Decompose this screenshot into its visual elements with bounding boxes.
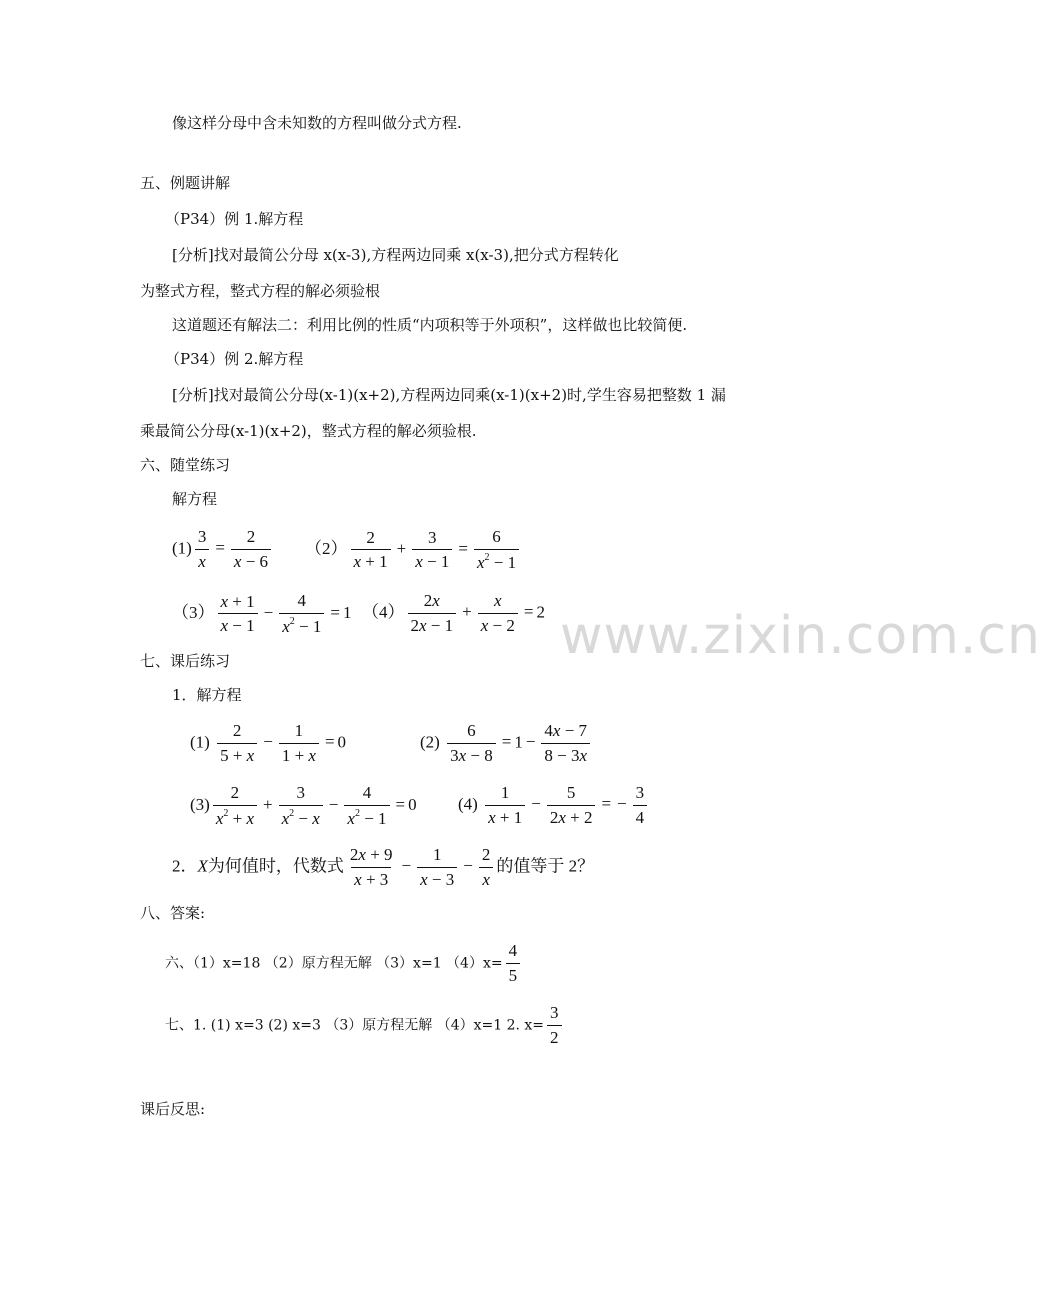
section6-subtitle: 解方程 <box>172 490 218 508</box>
example1-analysis-1: [分析]找对最简公分母 x(x-3),方程两边同乘 x(x-3),把分式方程转化 <box>172 246 619 264</box>
homework-eq-1: (1) $\frac{2}{5 + x}$ − $\frac{1}{1 + x}$ = 0 <box>190 721 347 765</box>
homework-eq-4: (4) $\frac{1}{x + 1}$ − $\frac{5}{2x + 2}$ = − $\frac{3}{4}$ <box>458 784 650 827</box>
example1-title: （P34）例 1.解方程 <box>165 210 304 228</box>
homework-eq-2: (2) $\frac{6}{3x - 8}$ = 1 − $\frac{4x - 7}{8 - 3x}$ <box>420 722 593 765</box>
example2-analysis-2: 乘最简公分母(x-1)(x+2)，整式方程的解必须验根. <box>140 422 477 440</box>
answers-7: 七、1. (1) x=3 (2) x=3 （3）原方程无解 （4）x=1 2. x= $\frac{3}{2}$ <box>165 1004 565 1047</box>
practice-eq-2: （2） $\frac{2}{x + 1}$ + $\frac{3}{x - 1}$ = $\frac{6}{x^2 - 1}$ <box>305 528 522 572</box>
practice-eq-4: （4） $\frac{2x}{2x - 1}$ + $\frac{x}{x - 2}$ = 2 <box>362 591 545 635</box>
section7-heading: 七、课后练习 <box>140 652 231 670</box>
homework-eq-3: (3) $\frac{2}{x^2 + x}$ + $\frac{3}{x^2 - x}$ − $\frac{4}{x^2 - 1}$ = 0 <box>190 783 417 828</box>
intro-text: 像这样分母中含未知数的方程叫做分式方程. <box>172 114 462 132</box>
homework-q2: 2．X为何值时，代数式 $\frac{2x + 9}{x + 3}$ − $\frac{1}{x - 3}$ − $\frac{2}{x}$ 的值等于 2？ <box>172 845 595 889</box>
alternative-method: 这道题还有解法二：利用比例的性质“内项积等于外项积”，这样做也比较简便. <box>172 316 688 334</box>
example1-analysis-2: 为整式方程，整式方程的解必须验根 <box>140 282 381 300</box>
watermark: www.zixin.com.cn <box>560 606 1041 666</box>
example2-title: （P34）例 2.解方程 <box>165 350 304 368</box>
practice-eq-3: （3） $\frac{x + 1}{x - 1}$ − $\frac{4}{x^2 - 1}$ = 1 <box>172 591 352 636</box>
example2-analysis-1: [分析]找对最简公分母(x-1)(x+2),方程两边同乘(x-1)(x+2)时,学生容易把整数 1 漏 <box>172 386 726 404</box>
section8-heading: 八、答案: <box>140 904 206 922</box>
section5-heading: 五、例题讲解 <box>140 174 231 192</box>
section6-heading: 六、随堂练习 <box>140 456 231 474</box>
answers-6: 六、（1）x=18 （2）原方程无解 （3）x=1 （4）x= $\frac{4}{5}$ <box>165 942 523 985</box>
homework-q1: 1．解方程 <box>172 686 242 704</box>
practice-eq-1: (1) $\frac{3}{x}$ = $\frac{2}{x - 6}$ <box>172 528 274 571</box>
reflection-heading: 课后反思: <box>140 1100 206 1118</box>
